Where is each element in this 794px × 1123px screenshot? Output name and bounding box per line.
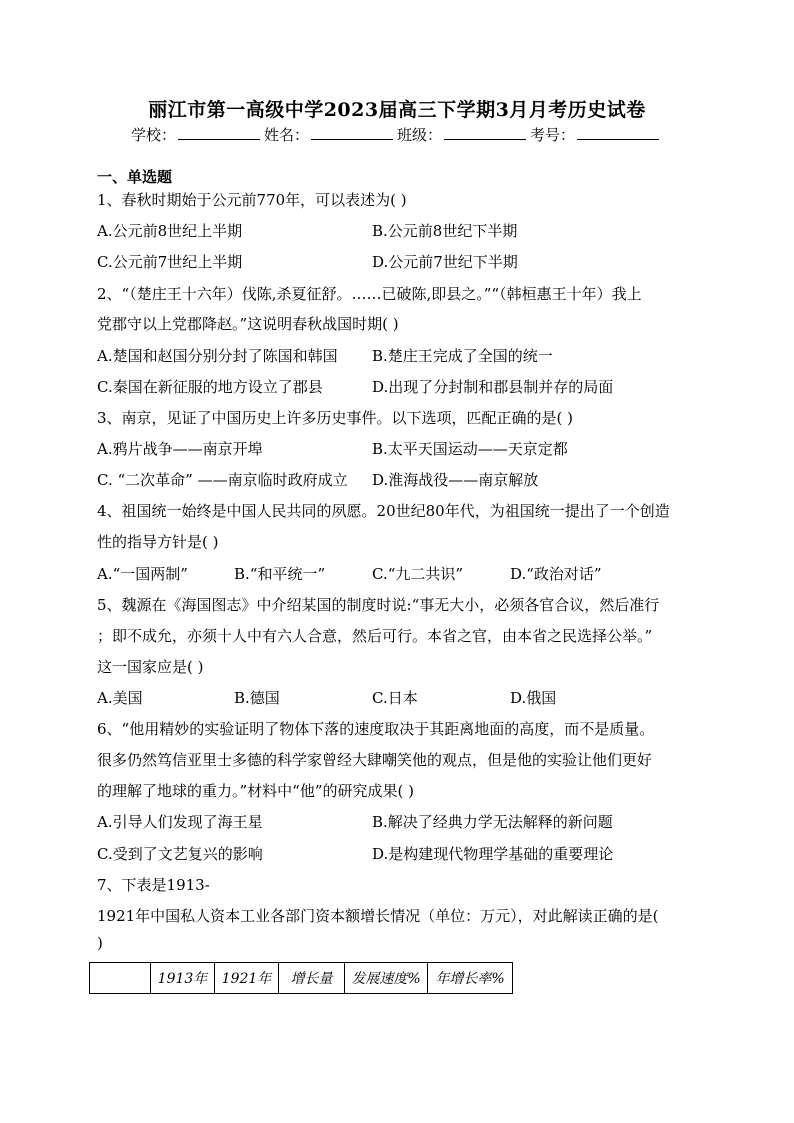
section-heading: 一、单选题: [97, 168, 173, 186]
table-header-cell: 增长量: [279, 963, 345, 994]
question-3-stem: 3、南京，见证了中国历史上许多历史事件。以下选项，匹配正确的是( ): [97, 409, 574, 427]
question-5-option-a[interactable]: A.美国: [97, 689, 143, 707]
exam-number-field: 考号：: [530, 124, 663, 145]
question-1-option-b[interactable]: B.公元前8世纪下半期: [372, 222, 518, 240]
question-4-option-a[interactable]: A.“一国两制”: [97, 565, 188, 583]
class-field: 班级：: [397, 124, 530, 145]
question-6-option-a[interactable]: A.引导人们发现了海王星: [97, 813, 263, 831]
question-3-option-a[interactable]: A.鸦片战争——南京开埠: [97, 440, 263, 458]
table-header-cell: [90, 963, 151, 994]
question-6-option-b[interactable]: B.解决了经典力学无法解释的新问题: [372, 813, 613, 831]
name-field: 姓名：: [264, 124, 397, 145]
question-4-option-d[interactable]: D.“政治对话”: [510, 565, 602, 583]
question-1-option-c[interactable]: C.公元前7世纪上半期: [97, 253, 243, 271]
question-4-option-b[interactable]: B.“和平统一”: [234, 565, 326, 583]
question-6-stem-line-2: 很多仍然笃信亚里士多德的科学家曾经大肆嘲笑他的观点，但是他的实验让他们更好: [97, 751, 653, 769]
table-header-row: [90, 963, 513, 994]
name-blank[interactable]: [311, 125, 393, 140]
exam-number-blank[interactable]: [577, 125, 659, 140]
question-2-option-c[interactable]: C.秦国在新征服的地方设立了郡县: [97, 378, 323, 396]
question-2-option-a[interactable]: A.楚国和赵国分别分封了陈国和韩国: [97, 347, 338, 365]
question-6-option-d[interactable]: D.是构建现代物理学基础的重要理论: [372, 845, 614, 863]
question-4-stem-line-1: 4、祖国统一始终是中国人民共同的夙愿。20世纪80年代，为祖国统一提出了一个创造: [97, 502, 670, 520]
question-5-option-d[interactable]: D.俄国: [510, 689, 557, 707]
question-2-stem-line-2: 党郡守以上党郡降赵。”这说明春秋战国时期( ): [97, 315, 399, 333]
question-3-option-c[interactable]: C. “二次革命” ——南京临时政府成立: [97, 471, 348, 489]
question-4-stem-line-2: 性的指导方针是( ): [97, 533, 219, 551]
school-field: 学校：: [131, 124, 264, 145]
table-header-cell: 发展速度%: [345, 963, 428, 994]
question-6-stem-line-1: 6、“他用精妙的实验证明了物体下落的速度取决于其距离地面的高度，而不是质量。: [97, 720, 655, 738]
question-2-option-d[interactable]: D.出现了分封制和郡县制并存的局面: [372, 378, 614, 396]
question-1-option-a[interactable]: A.公元前8世纪上半期: [97, 222, 243, 240]
capital-growth-table: [89, 962, 513, 994]
question-5-option-c[interactable]: C.日本: [372, 689, 418, 707]
question-7-stem-line-2: 1921年中国私人资本工业各部门资本额增长情况（单位：万元），对此解读正确的是(: [97, 907, 659, 925]
student-info-row: [0, 124, 794, 145]
class-blank[interactable]: [444, 125, 526, 140]
exam-title: 丽江市第一高级中学2023届高三下学期3月月考历史试卷: [148, 99, 646, 121]
question-2-stem-line-1: 2、“（楚庄王十六年）伐陈,杀夏征舒。……已破陈,即县之。”“（韩桓惠王十年）我上: [97, 285, 642, 303]
question-5-stem-line-1: 5、魏源在《海国图志》中介绍某国的制度时说:“事无大小，必须各官合议，然后准行: [97, 596, 660, 614]
question-5-stem-line-2: ；即不成允，亦须十人中有六人合意，然后可行。本省之官，由本省之民选择公举。”: [97, 627, 653, 645]
question-7-stem-line-1: 7、下表是1913-: [97, 876, 210, 894]
question-4-option-c[interactable]: C.“九二共识”: [372, 565, 464, 583]
question-7-stem-line-3: ): [97, 934, 103, 952]
question-3-option-d[interactable]: D.淮海战役——南京解放: [372, 471, 539, 489]
question-2-option-b[interactable]: B.楚庄王完成了全国的统一: [372, 347, 553, 365]
school-blank[interactable]: [178, 125, 260, 140]
table-header-cell: 1913年: [151, 963, 215, 994]
question-1-stem: 1、春秋时期始于公元前770年，可以表述为( ): [97, 191, 407, 209]
table-header-cell: 年增长率%: [428, 963, 513, 994]
question-1-option-d[interactable]: D.公元前7世纪下半期: [372, 253, 518, 271]
question-5-option-b[interactable]: B.德国: [234, 689, 280, 707]
question-6-stem-line-3: 的理解了地球的重力。”材料中“他”的研究成果( ): [97, 782, 414, 800]
question-3-option-b[interactable]: B.太平天国运动——天京定都: [372, 440, 568, 458]
question-6-option-c[interactable]: C.受到了文艺复兴的影响: [97, 845, 263, 863]
question-5-stem-line-3: 这一国家应是( ): [97, 658, 204, 676]
table-header-cell: 1921年: [215, 963, 279, 994]
